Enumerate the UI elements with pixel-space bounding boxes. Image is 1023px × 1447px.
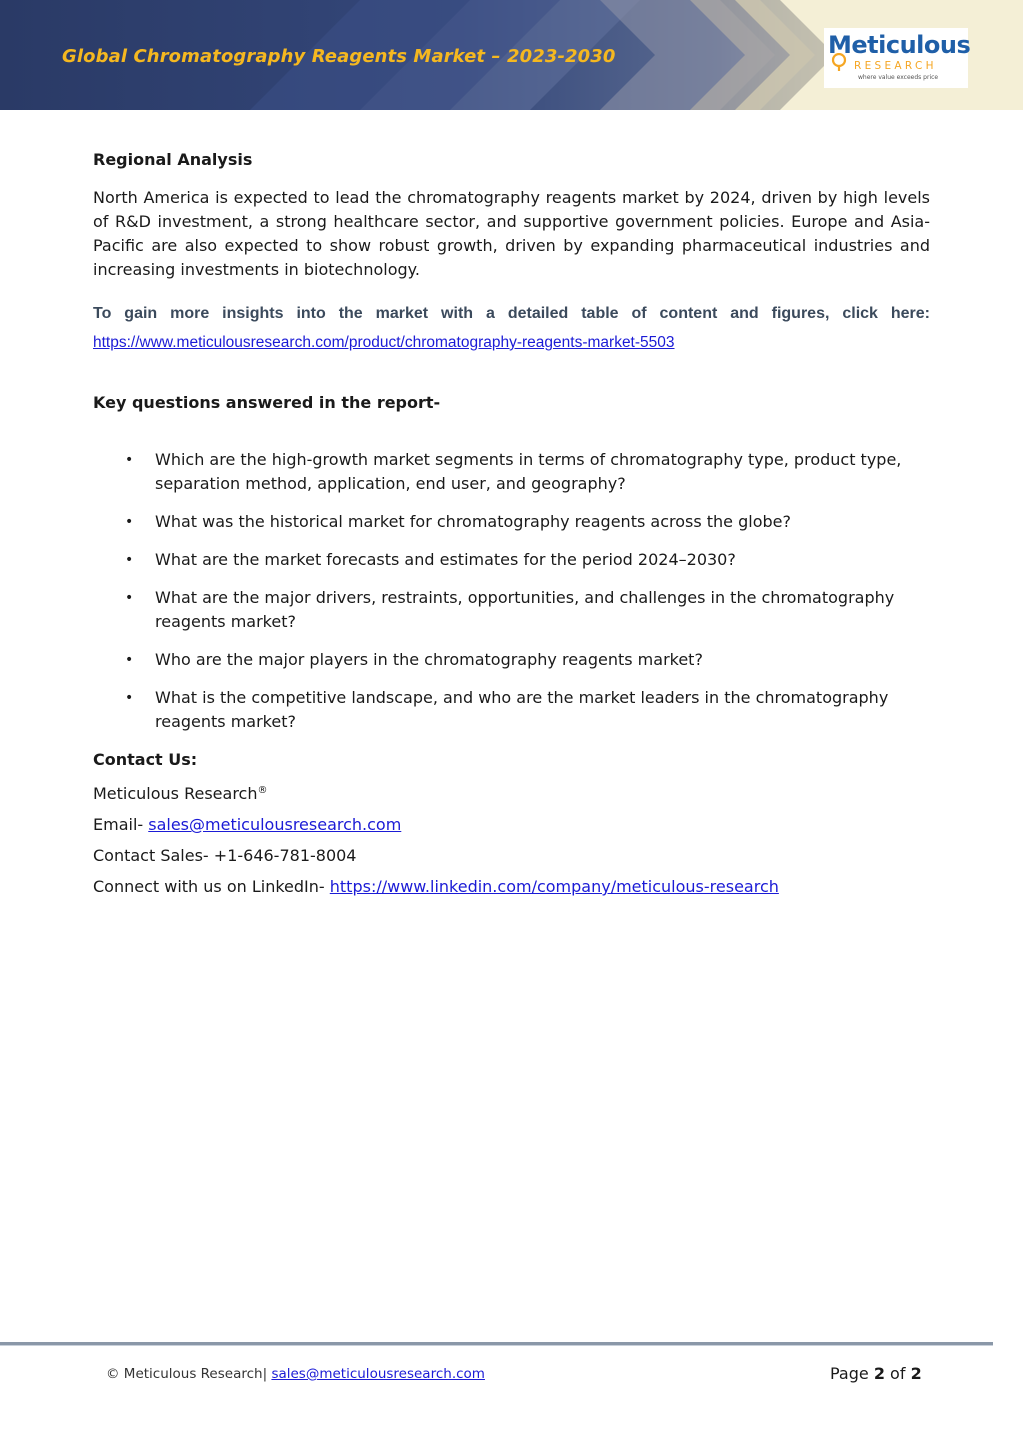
key-questions-list — [93, 448, 930, 734]
regional-analysis-heading: Regional Analysis — [93, 150, 253, 169]
contact-heading: Contact Us: — [93, 750, 198, 769]
document-body — [93, 148, 930, 899]
header-banner — [0, 0, 1023, 110]
bullet-icon: • — [125, 452, 134, 468]
email-line: Email- sales@meticulousresearch.com — [93, 815, 402, 834]
footer-divider — [0, 1342, 993, 1346]
regional-analysis-paragraph: North America is expected to lead the chromatography reagents market by 2024, driven by high levels of R&D investment, a strong healthcare sector, and supportive government policies. Europe and Asia-Pacific are also expected to show robust growth, driven by expanding pharmaceutical industries and increasing investments in biotechnology. — [93, 188, 930, 279]
magnifier-icon — [830, 53, 848, 71]
email-link[interactable]: sales@meticulousresearch.com — [148, 815, 402, 834]
list-item: • What are the major drivers, restraints, opportunities, and challenges in the chromatography reagents market? — [125, 588, 895, 631]
list-item: • What are the market forecasts and estimates for the period 2024–2030? — [93, 548, 930, 572]
key-questions-heading: Key questions answered in the report- — [93, 393, 441, 412]
bullet-icon: • — [125, 652, 134, 668]
insight-callout: To gain more insights into the market with a detailed table of content and figures, click here: — [93, 305, 930, 322]
company-name: Meticulous Research® — [93, 784, 268, 803]
page-number: Page 2 of 2 — [830, 1364, 922, 1383]
linkedin-link[interactable]: https://www.linkedin.com/company/meticulous-research — [329, 877, 779, 896]
linkedin-line: Connect with us on LinkedIn- https://www.linkedin.com/company/meticulous-research — [93, 877, 779, 896]
report-link[interactable]: https://www.meticulousresearch.com/product/chromatography-reagents-market-5503 — [93, 334, 675, 351]
registered-mark: ® — [257, 785, 268, 796]
logo-subtitle: RESEARCH — [854, 60, 937, 72]
footer-email-link[interactable]: sales@meticulousresearch.com — [271, 1366, 485, 1382]
logo-wordmark: Meticulous — [828, 31, 971, 59]
list-item: • Which are the high-growth market segments in terms of chromatography type, product type, separation method, application, end user, and geography? — [125, 450, 902, 493]
footer-copyright: © Meticulous Research| sales@meticulousresearch.com — [106, 1366, 485, 1382]
document-title: Global Chromatography Reagents Market – 2023-2030 — [62, 46, 616, 67]
bullet-icon: • — [125, 514, 134, 530]
logo-tagline: where value exceeds price — [858, 74, 939, 81]
current-page: 2 — [873, 1364, 885, 1383]
phone-line: Contact Sales- +1-646-781-8004 — [93, 846, 357, 865]
total-pages: 2 — [910, 1364, 922, 1383]
list-item: • Who are the major players in the chromatography reagents market? — [93, 648, 930, 672]
list-item: • What is the competitive landscape, and who are the market leaders in the chromatography reagents market? — [125, 688, 889, 731]
bullet-icon: • — [125, 590, 134, 606]
bullet-icon: • — [125, 690, 134, 706]
bullet-icon: • — [125, 552, 134, 568]
list-item: • What was the historical market for chromatography reagents across the globe? — [93, 510, 930, 534]
company-logo — [824, 28, 971, 88]
